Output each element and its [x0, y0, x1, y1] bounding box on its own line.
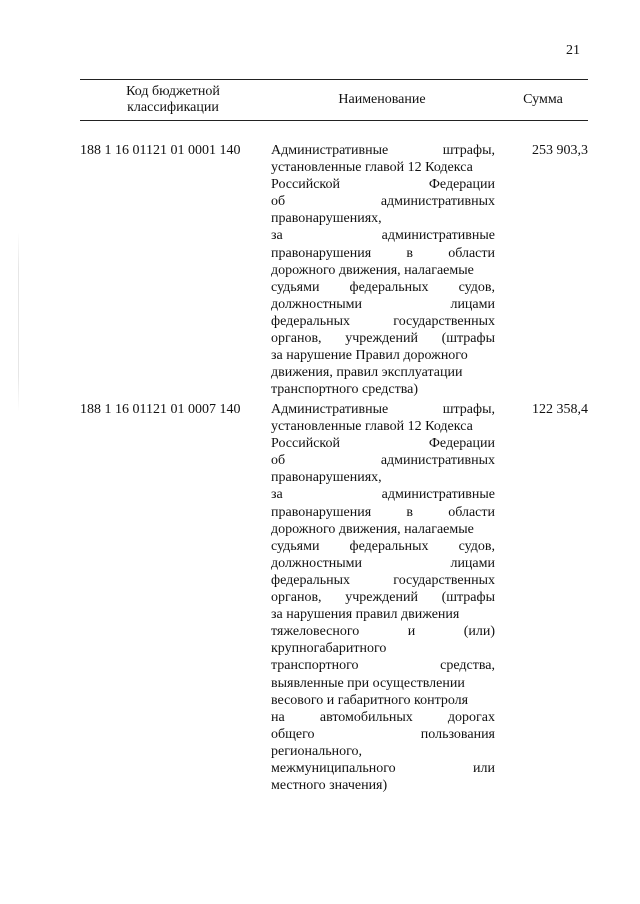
- row-name-line: транспортного средства): [271, 382, 419, 398]
- row-name-line: общего пользования: [271, 726, 495, 742]
- row-name-line: на автомобильных дорогах: [271, 709, 495, 725]
- row-name-line: весового и габаритного контроля: [271, 692, 469, 708]
- row-name-line: органов, учреждений (штрафы: [271, 331, 495, 347]
- row-name-line: органов, учреждений (штрафы: [271, 590, 495, 606]
- row-name-line: правонарушения в области: [271, 245, 495, 261]
- row-sum: 253 903,3: [532, 143, 588, 158]
- row-sum: 122 358,4: [532, 402, 588, 417]
- row-name-line: Российской Федерации: [271, 436, 495, 452]
- row-name-line: местного значения): [271, 778, 388, 794]
- row-name-line: регионального,: [271, 743, 363, 759]
- row-name: [271, 401, 495, 794]
- row-name-line: федеральных государственных: [271, 572, 495, 588]
- row-name-line: правонарушениях,: [271, 470, 382, 486]
- row-name-line: должностными лицами: [271, 555, 495, 571]
- row-name-line: установленные главой 12 Кодекса: [271, 160, 473, 176]
- row-name-line: Административные штрафы,: [271, 143, 495, 158]
- row-name-line: правонарушения в области: [271, 504, 495, 520]
- row-name-line: об административных: [271, 453, 495, 469]
- row-name-line: движения, правил эксплуатации: [271, 365, 463, 381]
- row-name-line: Административные штрафы,: [271, 402, 495, 417]
- row-name-line: дорожного движения, налагаемые: [271, 262, 474, 278]
- row-name-line: судьями федеральных судов,: [271, 538, 495, 554]
- row-name-line: за нарушение Правил дорожного: [271, 348, 468, 364]
- row-name-line: федеральных государственных: [271, 313, 495, 329]
- row-name-line: об административных: [271, 194, 495, 210]
- row-name-line: должностными лицами: [271, 296, 495, 312]
- row-name-line: дорожного движения, налагаемые: [271, 521, 474, 537]
- table-header: [80, 79, 588, 121]
- row-name-line: тяжеловесного и (или): [271, 624, 495, 640]
- row-name-line: правонарушениях,: [271, 211, 382, 227]
- row-name-line: судьями федеральных судов,: [271, 279, 495, 295]
- row-name-line: транспортного средства,: [271, 658, 495, 674]
- scan-margin-shadow: [18, 232, 19, 412]
- header-name-column: Наименование: [338, 92, 426, 107]
- row-name-line: Российской Федерации: [271, 177, 495, 193]
- row-name: [271, 142, 495, 398]
- row-name-line: крупногабаритного: [271, 641, 387, 657]
- row-name-line: за административные: [271, 228, 495, 244]
- row-name-line: выявленные при осуществлении: [271, 675, 465, 691]
- header-code-line2: классификации: [127, 100, 219, 115]
- row-code: 188 1 16 01121 01 0007 140: [80, 402, 241, 417]
- header-code-column: [80, 84, 266, 116]
- row-code: 188 1 16 01121 01 0001 140: [80, 143, 241, 158]
- row-name-line: за административные: [271, 487, 495, 503]
- header-code-line1: Код бюджетной: [126, 84, 220, 99]
- page-number: 21: [566, 43, 580, 58]
- header-sum-column: Сумма: [523, 92, 563, 107]
- row-name-line: за нарушения правил движения: [271, 607, 460, 623]
- row-name-line: межмуниципального или: [271, 760, 495, 776]
- row-name-line: установленные главой 12 Кодекса: [271, 419, 473, 435]
